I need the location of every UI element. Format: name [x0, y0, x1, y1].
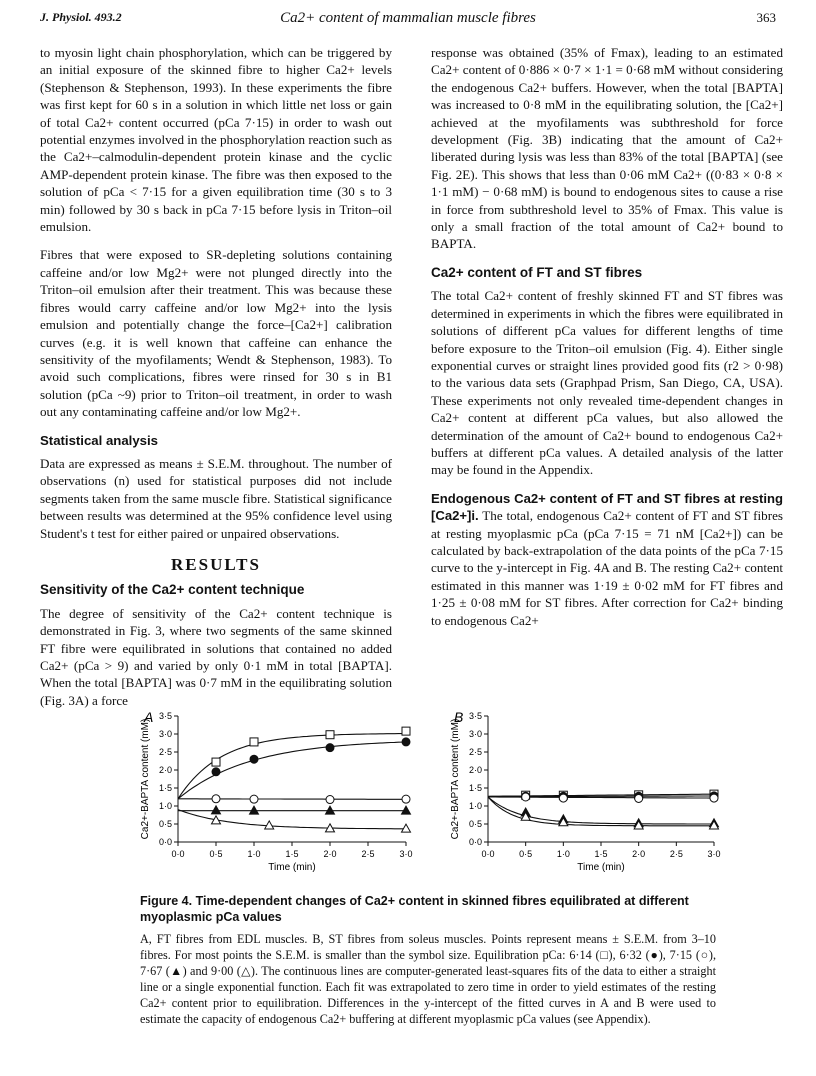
- figure-4-chart: [136, 708, 721, 888]
- y-tick-label: 3·0: [468, 729, 482, 739]
- y-tick-label: 3·5: [158, 711, 172, 721]
- data-point-circle: [559, 794, 567, 802]
- endogenous-heading: Endogenous Ca2+ content of FT and ST fibres at resting [Ca2+]i.: [431, 490, 783, 524]
- data-point-square: [326, 731, 334, 739]
- x-tick-label: 3·0: [399, 849, 413, 859]
- y-tick-label: 1·0: [158, 801, 172, 811]
- endogenous-paragraph: [431, 490, 783, 629]
- methods-paragraph-1: to myosin light chain phosphorylation, which can be triggered by an initial exposure of the skinned fibre to higher Ca2+ levels (Stephenson & Stephenson, 1993). In these experiments the fibre was first kept for 60 s in a solution in which little net loss or gain of total Ca2+ content occurred (pCa 7·15) in order to wash out potential enzymes involved in the phosphorylation reaction such as the Ca2+–calmodulin-dependent protein kinase and the cyclic AMP-dependent protein kinase. The fibre was then exposed to the solution of pCa < 7·15 for a given equilibration time (30 s to 3 min) followed by 30 s back in pCa 7·15 before lysis in Triton–oil emulsion.: [40, 45, 392, 235]
- right-column: [431, 44, 783, 640]
- x-tick-label: 1·0: [556, 849, 570, 859]
- data-point-circle: [402, 738, 410, 746]
- y-tick-label: 0·5: [468, 819, 482, 829]
- x-tick-label: 0·0: [171, 849, 185, 859]
- y-tick-label: 2·0: [158, 765, 172, 775]
- sensitivity-paragraph: The degree of sensitivity of the Ca2+ content technique is demonstrated in Fig. 3, where two segments of the same skinned FT fibre were equilibrated in solutions that contained no added Ca2+ (pCa > 9) and varied by only 0·1 mM in total [BAPTA]. When the total [BAPTA] was 0·7 mM in the equilibrating solution (Fig. 3A) a force: [40, 605, 392, 708]
- y-tick-label: 0·0: [158, 837, 172, 847]
- ft-st-paragraph: The total Ca2+ content of freshly skinned FT and ST fibres was determined in experiments in which the fibres were equilibrated in solutions of different pCa values for different lengths of time before exposure to the Triton–oil emulsion (Fig. 4). Either single exponential curves or straight lines provided good fits (r2 > 0·98) to the various data sets (Graphpad Prism, San Diego, CA, USA). These experiments not only revealed time-dependent changes in Ca2+ content at different pCa values, but also allowed the determination of the amount of Ca2+ bound to endogenous Ca2+ buffers at different pCa values. A detailed analysis of the latter may be found in the Appendix.: [431, 288, 783, 478]
- x-axis-label: Time (min): [268, 862, 316, 873]
- x-tick-label: 2·5: [361, 849, 375, 859]
- y-tick-label: 2·5: [158, 747, 172, 757]
- methods-paragraph-2: Fibres that were exposed to SR-depleting solutions containing caffeine and/or low Mg2+ were not plunged directly into the Triton–oil emulsion after their treatment. This was because these fibres would carry caffeine and/or low Mg2+ into the lysis emulsion and potentially change the force–[Ca2+] calibration curves (e.g. it is well known that caffeine can enhance the sensitivity of the myofilaments; Wendt & Stephenson, 1983). To avoid such complications, fibres were rinsed for 30 s in B1 solution (pCa ~9) prior to Triton–oil treatment, in order to wash out any contaminating caffeine and/or low Mg2+.: [40, 247, 392, 420]
- y-tick-label: 2·0: [468, 765, 482, 775]
- data-point-square: [212, 758, 220, 766]
- data-point-triangle: [402, 824, 411, 832]
- statistical-analysis-heading: Statistical analysis: [40, 432, 159, 448]
- figure-caption: [140, 893, 716, 1027]
- x-tick-label: 0·5: [209, 849, 223, 859]
- results-paragraph-1: response was obtained (35% of Fmax), leading to an estimated Ca2+ content of 0·886 × 0·7 × 1·1 = 0·68 mM without considering the endogenous Ca2+ buffers. However, when the total [BAPTA] was increased to 0·8 mM in the equilibrating solution, the [Ca2+] achieved at the myofilaments was subthreshold for force development (Fig. 3B) indicating that the amount of Ca2+ liberated during lysis was less than 83% of the total [BAPTA] (see Fig. 2E). This shows that less than 0·06 mM Ca2+ ((0·83 × 0·8 × 1·1 mM) − 0·68 mM) is bound to endogenous sites to cause a rise in force from subthreshold level to 35% of Fmax. This value is only a small fraction of the total amount of Ca2+ bound to BAPTA.: [431, 45, 783, 252]
- data-point-circle: [212, 768, 220, 776]
- data-point-square: [250, 738, 258, 746]
- x-tick-label: 3·0: [707, 849, 721, 859]
- panel-label: A: [144, 709, 154, 725]
- page-header: [40, 10, 776, 30]
- y-tick-label: 1·0: [468, 801, 482, 811]
- data-point-triangle: [212, 806, 221, 814]
- data-point-circle: [250, 755, 258, 763]
- data-point-circle: [212, 795, 220, 803]
- journal-citation: J. Physiol. 493.2: [40, 10, 122, 24]
- data-point-circle: [402, 795, 410, 803]
- y-tick-label: 0·5: [158, 819, 172, 829]
- panel-label: B: [454, 709, 464, 725]
- data-point-circle: [326, 796, 334, 804]
- data-point-circle: [710, 794, 718, 802]
- data-point-circle: [250, 795, 258, 803]
- caption-title: Figure 4. Time-dependent changes of Ca2+ content in skinned fibres equilibrated at different myoplasmic pCa values: [140, 894, 689, 924]
- results-heading: RESULTS: [171, 554, 261, 574]
- page-number: 363: [756, 10, 776, 25]
- y-tick-label: 3·0: [158, 729, 172, 739]
- x-axis-label: Time (min): [577, 862, 625, 873]
- endogenous-text: The total, endogenous Ca2+ content of FT and ST fibres at resting myoplasmic pCa (pCa 7·15 = 71 nM [Ca2+]) can be calculated by back-extrapolation of the data points of the pCa 7·15 curve to the y-intercept in Fig. 4A and B. The resting Ca2+ content estimated in this manner was 1·19 ± 0·02 mM for FT fibres and 1·25 ± 0·08 mM for ST fibres. After correction for Ca2+ binding to endogenous Ca2+: [431, 508, 783, 628]
- data-point-triangle: [265, 821, 274, 829]
- data-point-circle: [326, 744, 334, 752]
- running-title: Ca2+ content of mammalian muscle fibres: [280, 10, 536, 26]
- fit-line: [488, 797, 714, 826]
- y-tick-label: 3·5: [468, 711, 482, 721]
- y-tick-label: 2·5: [468, 747, 482, 757]
- x-tick-label: 0·5: [519, 849, 533, 859]
- x-tick-label: 2·0: [323, 849, 337, 859]
- data-point-circle: [635, 794, 643, 802]
- x-tick-label: 1·5: [594, 849, 608, 859]
- panel-a: [140, 709, 413, 873]
- x-tick-label: 0·0: [481, 849, 495, 859]
- sensitivity-heading: Sensitivity of the Ca2+ content technique: [40, 582, 305, 598]
- y-tick-label: 0·0: [468, 837, 482, 847]
- y-axis-label: Ca2+-BAPTA content (mM): [140, 718, 151, 840]
- x-tick-label: 1·5: [285, 849, 299, 859]
- left-column: [40, 44, 392, 720]
- x-tick-label: 2·5: [669, 849, 683, 859]
- x-tick-label: 1·0: [247, 849, 261, 859]
- data-point-circle: [522, 793, 530, 801]
- panel-b: [450, 709, 721, 873]
- y-tick-label: 1·5: [468, 783, 482, 793]
- statistics-paragraph: Data are expressed as means ± S.E.M. throughout. The number of observations (n) used for statistical purposes did not include segments taken from the same muscle fibre. Statistical significance between results was determined at the 95% confidence level using Student's t test for either paired or unpaired observations.: [40, 455, 392, 541]
- caption-body: A, FT fibres from EDL muscles. B, ST fibres from soleus muscles. Points represent means ± S.E.M. from 3–10 fibres. For most points the S.E.M. is smaller than the symbol size. Equilibration pCa: 6·14 (□), 6·32 (●), 7·15 (○), 7·67 (▲) and 9·00 (△). The continuous lines are computer-generated least-squares fits of the data to either a straight line or a single exponential function. Each fit was extrapolated to zero time in order to yield estimates of the resting Ca2+ content prior to equilibration. Differences in the y-intercept of the fitted curves in A and B were used to estimate the capacity of endogenous Ca2+ buffering at different myoplasmic pCa values (see Appendix).: [140, 932, 716, 1026]
- y-tick-label: 1·5: [158, 783, 172, 793]
- y-axis-label: Ca2+-BAPTA content (mM): [450, 718, 461, 840]
- ft-st-content-heading: Ca2+ content of FT and ST fibres: [431, 264, 643, 280]
- data-point-square: [402, 727, 410, 735]
- x-tick-label: 2·0: [632, 849, 646, 859]
